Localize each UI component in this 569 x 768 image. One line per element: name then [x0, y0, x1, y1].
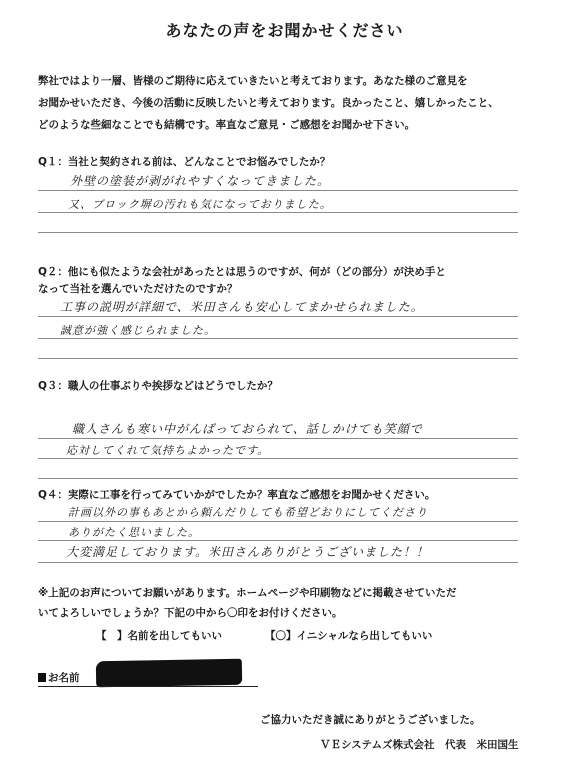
answer-line: [38, 316, 518, 317]
name-label-text: お名前: [48, 672, 80, 684]
answer-line: [38, 540, 518, 541]
intro-text: [38, 70, 538, 136]
name-underline: [38, 686, 258, 687]
handwritten-answer: 外壁の塗装が剥がれやすくなってきました。: [70, 174, 331, 188]
handwritten-answer: 職人さんも寒い中がんばっておられて、話しかけても笑顔で: [72, 422, 423, 436]
intro-line: 弊社ではより一層、皆様のご期待に応えていきたいと考えております。あなた様のご意見を: [38, 75, 468, 87]
answer-line: [38, 358, 518, 359]
answer-line: [38, 521, 518, 522]
answer-line: [38, 478, 518, 479]
handwritten-answer: 大変満足しております。米田さんありがとうございました！！: [66, 545, 430, 559]
name-field-label: [38, 670, 80, 685]
notice-line: いてよろしいでしょうか？下記の中から〇印をお付けください。: [38, 607, 343, 619]
answer-line: [38, 232, 518, 233]
redacted-name: [96, 659, 242, 688]
handwritten-answer: 誠意が強く感じられました。: [60, 324, 216, 337]
company-signature: ＶＥシステムズ株式会社 代表 米田国生: [320, 739, 519, 751]
page-title: あなたの声をお聞かせください: [165, 21, 404, 40]
option-initial-ok[interactable]: 【〇】イニシャルなら出してもいい: [265, 630, 433, 642]
notice-line: ※上記のお声についてお願いがあります。ホームページや印刷物などに掲載させていただ: [38, 587, 457, 599]
handwritten-answer: ありがたく思いました。: [68, 526, 200, 539]
answer-line: [38, 338, 518, 339]
handwritten-answer: 計画以外の事もあとから頼んだりしても希望どおりにしてくださり: [68, 506, 428, 519]
question-3: Q３：職人の仕事ぶりや挨拶などはどうでしたか？: [38, 380, 278, 392]
answer-line: [38, 458, 518, 459]
publication-notice: [38, 583, 538, 623]
handwritten-answer: 又、ブロック塀の汚れも気になっておりました。: [68, 198, 332, 211]
answer-line: [38, 190, 518, 191]
handwritten-answer: 工事の説明が詳細で、米田さんも安心してまかせられました。: [60, 300, 424, 314]
question-2: [38, 264, 538, 298]
thank-you-message: ご協力いただき誠にありがとうございました。: [260, 714, 481, 726]
question-line: Q２：他にも似たような会社があったとは思うのですが、何が（どの部分）が決め手と: [38, 266, 446, 278]
intro-line: お聞かせいただき、今後の活動に反映したいと考えております。良かったこと、嬉しかったこと、: [38, 97, 499, 109]
square-bullet-icon: [38, 673, 46, 682]
intro-line: どのような些細なことでも結構です。率直なご意見・ご感想をお聞かせ下さい。: [38, 119, 416, 131]
answer-line: [38, 438, 518, 439]
question-1: Q１：当社と契約される前は、どんなことでお悩みでしたか？: [38, 156, 331, 168]
handwritten-answer: 応対してくれて気持ちよかったです。: [66, 444, 270, 457]
answer-line: [38, 562, 518, 563]
question-4: Q４：実際に工事を行ってみていかがでしたか？率直なご感想をお聞かせください。: [38, 489, 436, 501]
option-name-ok[interactable]: 【 】名前を出してもいい: [96, 630, 222, 642]
question-line: なって当社を選んでいただけたのですか？: [38, 283, 238, 295]
answer-line: [38, 212, 518, 213]
